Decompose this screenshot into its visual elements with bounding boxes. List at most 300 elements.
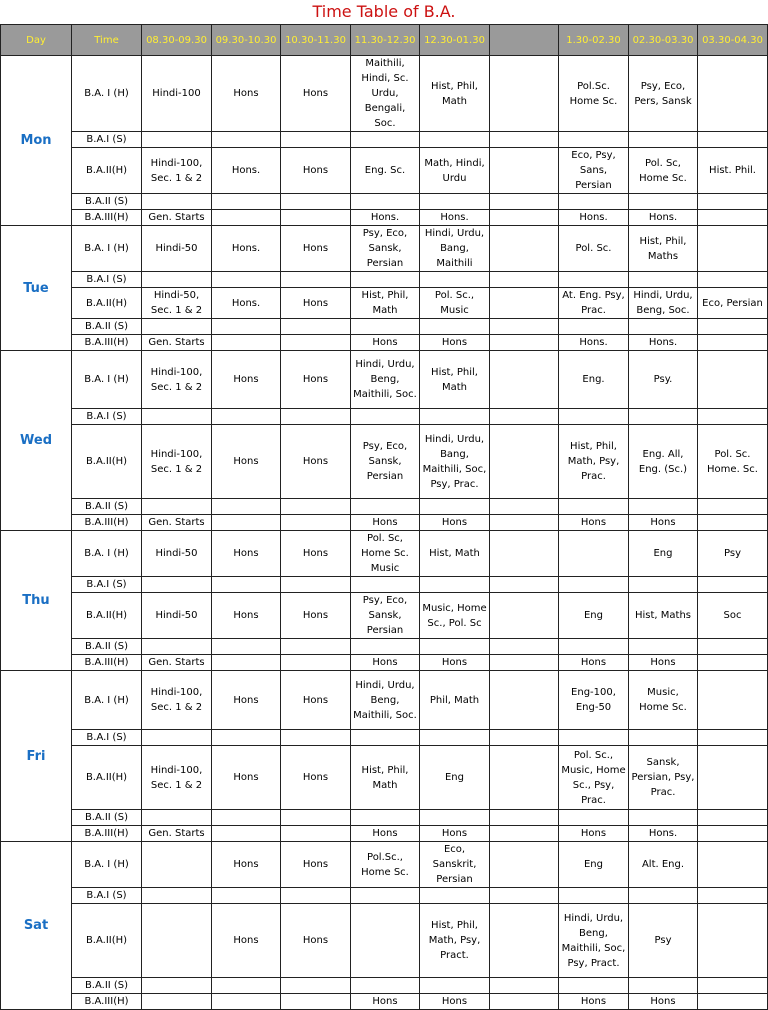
break-cell xyxy=(490,409,559,425)
column-header: 1.30-02.30 xyxy=(559,25,629,56)
class-label: B.A.II(H) xyxy=(72,288,142,319)
subject-cell xyxy=(698,730,768,746)
subject-cell xyxy=(351,639,420,655)
class-label: B.A.II(H) xyxy=(72,425,142,499)
subject-cell: Hindi, Urdu, Beng, Maithili, Soc. xyxy=(351,671,420,730)
class-label: B.A.II (S) xyxy=(72,499,142,515)
subject-cell: Hons xyxy=(420,515,490,531)
break-cell xyxy=(490,531,559,577)
subject-cell xyxy=(212,319,281,335)
subject-cell: Hons xyxy=(212,425,281,499)
table-row xyxy=(1,272,768,288)
subject-cell: Hindi-50 xyxy=(142,531,212,577)
subject-cell xyxy=(142,904,212,978)
subject-cell: At. Eng. Psy, Prac. xyxy=(559,288,629,319)
subject-cell: Hons xyxy=(351,335,420,351)
subject-cell: Hons. xyxy=(629,826,698,842)
subject-cell: Hons xyxy=(281,288,351,319)
break-cell xyxy=(490,499,559,515)
subject-cell xyxy=(212,409,281,425)
subject-cell xyxy=(698,132,768,148)
subject-cell: Hons xyxy=(212,351,281,409)
subject-cell xyxy=(281,888,351,904)
subject-cell xyxy=(629,730,698,746)
subject-cell xyxy=(212,810,281,826)
day-label: Sat xyxy=(1,842,72,1010)
subject-cell: Hons xyxy=(212,593,281,639)
subject-cell: Hist, Phil, Math, Psy, Prac. xyxy=(559,425,629,499)
day-label: Fri xyxy=(1,671,72,842)
subject-cell xyxy=(351,730,420,746)
class-label: B.A.I (S) xyxy=(72,888,142,904)
table-row xyxy=(1,577,768,593)
class-label: B.A.III(H) xyxy=(72,655,142,671)
table-row xyxy=(1,194,768,210)
subject-cell xyxy=(559,132,629,148)
subject-cell: Math, Hindi, Urdu xyxy=(420,148,490,194)
subject-cell xyxy=(212,826,281,842)
subject-cell xyxy=(629,409,698,425)
subject-cell xyxy=(698,351,768,409)
subject-cell: Hons xyxy=(281,593,351,639)
subject-cell: Phil, Math xyxy=(420,671,490,730)
subject-cell xyxy=(559,272,629,288)
subject-cell: Hindi-100, Sec. 1 & 2 xyxy=(142,148,212,194)
subject-cell xyxy=(420,577,490,593)
subject-cell xyxy=(281,272,351,288)
subject-cell xyxy=(212,210,281,226)
class-label: B.A.III(H) xyxy=(72,994,142,1010)
subject-cell: Hons. xyxy=(559,335,629,351)
subject-cell: Hons xyxy=(281,904,351,978)
subject-cell xyxy=(281,655,351,671)
table-row xyxy=(1,351,768,409)
subject-cell xyxy=(698,994,768,1010)
subject-cell: Hons xyxy=(281,226,351,272)
subject-cell xyxy=(559,409,629,425)
subject-cell: Hons xyxy=(212,842,281,888)
subject-cell: Hons. xyxy=(629,210,698,226)
subject-cell: Hindi-50 xyxy=(142,226,212,272)
subject-cell: Eng. xyxy=(559,351,629,409)
subject-cell: Psy xyxy=(698,531,768,577)
subject-cell xyxy=(142,319,212,335)
table-row xyxy=(1,499,768,515)
class-label: B.A.III(H) xyxy=(72,515,142,531)
class-label: B.A.I (S) xyxy=(72,272,142,288)
subject-cell xyxy=(559,577,629,593)
class-label: B.A. I (H) xyxy=(72,351,142,409)
column-header xyxy=(490,25,559,56)
subject-cell xyxy=(629,499,698,515)
table-row xyxy=(1,319,768,335)
subject-cell xyxy=(629,194,698,210)
subject-cell: Pol. Sc. xyxy=(559,226,629,272)
table-row xyxy=(1,288,768,319)
subject-cell xyxy=(629,639,698,655)
subject-cell xyxy=(629,577,698,593)
break-cell xyxy=(490,194,559,210)
subject-cell xyxy=(281,826,351,842)
subject-cell: Hist, Phil, Math xyxy=(351,288,420,319)
subject-cell: Music, Home Sc., Pol. Sc xyxy=(420,593,490,639)
subject-cell: Hindi-100, Sec. 1 & 2 xyxy=(142,746,212,810)
subject-cell: Hons xyxy=(420,655,490,671)
subject-cell xyxy=(420,730,490,746)
break-cell xyxy=(490,288,559,319)
subject-cell xyxy=(559,639,629,655)
subject-cell xyxy=(281,577,351,593)
class-label: B.A.III(H) xyxy=(72,826,142,842)
subject-cell: Hons xyxy=(281,842,351,888)
break-cell xyxy=(490,888,559,904)
subject-cell: Pol. Sc., Music, Home Sc., Psy, Prac. xyxy=(559,746,629,810)
subject-cell xyxy=(351,978,420,994)
subject-cell xyxy=(351,888,420,904)
subject-cell xyxy=(212,272,281,288)
subject-cell: Eng xyxy=(629,531,698,577)
table-row xyxy=(1,730,768,746)
subject-cell: Hist, Phil, Math, Psy, Pract. xyxy=(420,904,490,978)
subject-cell xyxy=(559,499,629,515)
subject-cell: Hindi, Urdu, Bang, Maithili xyxy=(420,226,490,272)
subject-cell xyxy=(559,730,629,746)
table-row xyxy=(1,531,768,577)
class-label: B.A.II(H) xyxy=(72,148,142,194)
subject-cell xyxy=(698,319,768,335)
subject-cell xyxy=(698,671,768,730)
subject-cell: Gen. Starts xyxy=(142,826,212,842)
table-row xyxy=(1,671,768,730)
subject-cell: Hons xyxy=(281,746,351,810)
table-row xyxy=(1,132,768,148)
subject-cell: Hons xyxy=(281,56,351,132)
subject-cell xyxy=(351,904,420,978)
subject-cell xyxy=(698,210,768,226)
subject-cell xyxy=(698,499,768,515)
subject-cell xyxy=(281,499,351,515)
class-label: B.A.III(H) xyxy=(72,210,142,226)
break-cell xyxy=(490,132,559,148)
subject-cell xyxy=(698,226,768,272)
subject-cell: Maithili, Hindi, Sc. Urdu, Bengali, Soc. xyxy=(351,56,420,132)
subject-cell xyxy=(281,978,351,994)
subject-cell xyxy=(212,888,281,904)
subject-cell: Hons xyxy=(351,994,420,1010)
break-cell xyxy=(490,826,559,842)
subject-cell xyxy=(698,335,768,351)
class-label: B.A.II (S) xyxy=(72,978,142,994)
subject-cell: Pol.Sc., Home Sc. xyxy=(351,842,420,888)
subject-cell: Eco, Psy, Sans, Persian xyxy=(559,148,629,194)
subject-cell: Hons xyxy=(212,746,281,810)
subject-cell xyxy=(212,132,281,148)
subject-cell: Pol. Sc, Home Sc. Music xyxy=(351,531,420,577)
subject-cell xyxy=(351,409,420,425)
subject-cell xyxy=(142,639,212,655)
subject-cell xyxy=(142,499,212,515)
break-cell xyxy=(490,425,559,499)
subject-cell xyxy=(351,272,420,288)
subject-cell: Hons. xyxy=(420,210,490,226)
subject-cell: Gen. Starts xyxy=(142,655,212,671)
subject-cell: Eco, Sanskrit, Persian xyxy=(420,842,490,888)
break-cell xyxy=(490,593,559,639)
subject-cell: Pol.Sc. Home Sc. xyxy=(559,56,629,132)
subject-cell: Hons xyxy=(212,531,281,577)
break-cell xyxy=(490,978,559,994)
table-row xyxy=(1,746,768,810)
table-row xyxy=(1,639,768,655)
subject-cell xyxy=(420,978,490,994)
subject-cell: Eng xyxy=(559,593,629,639)
column-header: 02.30-03.30 xyxy=(629,25,698,56)
class-label: B.A. I (H) xyxy=(72,56,142,132)
subject-cell: Hons xyxy=(559,826,629,842)
table-row xyxy=(1,593,768,639)
subject-cell xyxy=(629,132,698,148)
table-row xyxy=(1,888,768,904)
subject-cell: Soc xyxy=(698,593,768,639)
class-label: B.A.II(H) xyxy=(72,904,142,978)
subject-cell: Alt. Eng. xyxy=(629,842,698,888)
subject-cell xyxy=(698,904,768,978)
subject-cell xyxy=(559,888,629,904)
class-label: B.A.II (S) xyxy=(72,810,142,826)
subject-cell: Hons xyxy=(420,335,490,351)
subject-cell xyxy=(698,409,768,425)
table-row xyxy=(1,904,768,978)
table-row xyxy=(1,515,768,531)
break-cell xyxy=(490,210,559,226)
subject-cell xyxy=(420,499,490,515)
subject-cell: Psy, Eco, Sansk, Persian xyxy=(351,425,420,499)
table-row xyxy=(1,148,768,194)
subject-cell xyxy=(698,194,768,210)
subject-cell xyxy=(212,499,281,515)
table-row xyxy=(1,810,768,826)
subject-cell: Hons xyxy=(281,148,351,194)
class-label: B.A. I (H) xyxy=(72,842,142,888)
page-title: Time Table of B.A. xyxy=(312,2,456,21)
subject-cell: Hindi-100, Sec. 1 & 2 xyxy=(142,351,212,409)
subject-cell: Pol. Sc. Home. Sc. xyxy=(698,425,768,499)
subject-cell xyxy=(420,888,490,904)
subject-cell: Hindi, Urdu, Beng, Maithili, Soc. xyxy=(351,351,420,409)
subject-cell: Hons xyxy=(281,351,351,409)
subject-cell xyxy=(281,994,351,1010)
subject-cell: Hons xyxy=(559,655,629,671)
table-row xyxy=(1,842,768,888)
subject-cell: Pol. Sc., Music xyxy=(420,288,490,319)
subject-cell: Hist, Phil, Math xyxy=(420,56,490,132)
subject-cell: Hist, Math xyxy=(420,531,490,577)
subject-cell: Hist, Phil, Math xyxy=(351,746,420,810)
class-label: B.A. I (H) xyxy=(72,226,142,272)
break-cell xyxy=(490,730,559,746)
subject-cell: Eng. All, Eng. (Sc.) xyxy=(629,425,698,499)
subject-cell: Hons xyxy=(212,671,281,730)
subject-cell: Hist, Maths xyxy=(629,593,698,639)
subject-cell xyxy=(420,409,490,425)
class-label: B.A.II (S) xyxy=(72,194,142,210)
table-row xyxy=(1,826,768,842)
subject-cell: Hindi, Urdu, Beng, Maithili, Soc, Psy, Pract. xyxy=(559,904,629,978)
subject-cell xyxy=(212,577,281,593)
header-row xyxy=(1,25,768,56)
column-header: 08.30-09.30 xyxy=(142,25,212,56)
break-cell xyxy=(490,810,559,826)
subject-cell xyxy=(351,194,420,210)
day-label: Wed xyxy=(1,351,72,531)
break-cell xyxy=(490,639,559,655)
subject-cell: Hons. xyxy=(629,335,698,351)
subject-cell: Psy, Eco, Pers, Sansk xyxy=(629,56,698,132)
break-cell xyxy=(490,351,559,409)
subject-cell xyxy=(559,319,629,335)
subject-cell xyxy=(212,194,281,210)
subject-cell xyxy=(142,810,212,826)
subject-cell xyxy=(281,730,351,746)
subject-cell xyxy=(420,319,490,335)
subject-cell xyxy=(281,409,351,425)
subject-cell xyxy=(142,132,212,148)
column-header: Day xyxy=(1,25,72,56)
subject-cell xyxy=(420,194,490,210)
subject-cell xyxy=(281,515,351,531)
subject-cell xyxy=(142,409,212,425)
subject-cell xyxy=(629,888,698,904)
subject-cell: Hindi-50, Sec. 1 & 2 xyxy=(142,288,212,319)
subject-cell xyxy=(142,577,212,593)
subject-cell xyxy=(212,515,281,531)
subject-cell xyxy=(281,319,351,335)
subject-cell: Hons. xyxy=(351,210,420,226)
table-row xyxy=(1,655,768,671)
break-cell xyxy=(490,56,559,132)
column-header: 11.30-12.30 xyxy=(351,25,420,56)
class-label: B.A.I (S) xyxy=(72,577,142,593)
table-row xyxy=(1,994,768,1010)
subject-cell: Gen. Starts xyxy=(142,515,212,531)
table-row xyxy=(1,978,768,994)
subject-cell xyxy=(212,730,281,746)
subject-cell: Hons xyxy=(559,515,629,531)
subject-cell xyxy=(420,132,490,148)
break-cell xyxy=(490,655,559,671)
subject-cell xyxy=(281,335,351,351)
subject-cell xyxy=(629,810,698,826)
subject-cell xyxy=(420,810,490,826)
subject-cell xyxy=(698,655,768,671)
subject-cell: Hist, Phil, Maths xyxy=(629,226,698,272)
subject-cell xyxy=(351,577,420,593)
subject-cell: Gen. Starts xyxy=(142,210,212,226)
subject-cell xyxy=(281,639,351,655)
subject-cell: Hindi-100, Sec. 1 & 2 xyxy=(142,425,212,499)
subject-cell xyxy=(698,978,768,994)
table-row xyxy=(1,425,768,499)
subject-cell: Eng. Sc. xyxy=(351,148,420,194)
subject-cell: Hindi, Urdu, Beng, Soc. xyxy=(629,288,698,319)
subject-cell xyxy=(698,842,768,888)
subject-cell: Eng xyxy=(559,842,629,888)
subject-cell xyxy=(629,319,698,335)
class-label: B.A. I (H) xyxy=(72,531,142,577)
timetable-body xyxy=(1,56,768,1010)
subject-cell xyxy=(142,842,212,888)
subject-cell xyxy=(698,826,768,842)
subject-cell xyxy=(698,888,768,904)
subject-cell: Hons xyxy=(420,826,490,842)
subject-cell: Eng xyxy=(420,746,490,810)
subject-cell: Hons xyxy=(281,531,351,577)
class-label: B.A.II (S) xyxy=(72,319,142,335)
subject-cell xyxy=(281,194,351,210)
subject-cell xyxy=(142,272,212,288)
subject-cell: Eng-100, Eng-50 xyxy=(559,671,629,730)
break-cell xyxy=(490,671,559,730)
class-label: B.A.III(H) xyxy=(72,335,142,351)
break-cell xyxy=(490,746,559,810)
table-row xyxy=(1,226,768,272)
class-label: B.A.II (S) xyxy=(72,639,142,655)
subject-cell: Hons xyxy=(281,425,351,499)
class-label: B.A.I (S) xyxy=(72,730,142,746)
timetable xyxy=(0,24,768,1010)
break-cell xyxy=(490,226,559,272)
table-row xyxy=(1,56,768,132)
subject-cell: Hindi-100 xyxy=(142,56,212,132)
subject-cell: Psy, Eco, Sansk, Persian xyxy=(351,226,420,272)
break-cell xyxy=(490,904,559,978)
subject-cell xyxy=(698,515,768,531)
column-header: 03.30-04.30 xyxy=(698,25,768,56)
table-row xyxy=(1,210,768,226)
subject-cell xyxy=(281,810,351,826)
subject-cell: Hindi, Urdu, Bang, Maithili, Soc, Psy, Prac. xyxy=(420,425,490,499)
subject-cell xyxy=(698,746,768,810)
subject-cell: Hons xyxy=(212,904,281,978)
column-header: 10.30-11.30 xyxy=(281,25,351,56)
subject-cell xyxy=(212,335,281,351)
subject-cell xyxy=(420,639,490,655)
subject-cell xyxy=(351,810,420,826)
subject-cell xyxy=(142,194,212,210)
subject-cell xyxy=(698,272,768,288)
subject-cell: Hons xyxy=(420,994,490,1010)
table-row xyxy=(1,335,768,351)
subject-cell: Hons xyxy=(351,655,420,671)
subject-cell: Hons xyxy=(559,994,629,1010)
subject-cell: Hons xyxy=(629,655,698,671)
class-label: B.A.II(H) xyxy=(72,746,142,810)
column-header: Time xyxy=(72,25,142,56)
subject-cell: Hons xyxy=(281,671,351,730)
subject-cell xyxy=(559,810,629,826)
class-label: B.A.II(H) xyxy=(72,593,142,639)
subject-cell: Hindi-50 xyxy=(142,593,212,639)
subject-cell: Hist. Phil. xyxy=(698,148,768,194)
break-cell xyxy=(490,319,559,335)
subject-cell: Psy. xyxy=(629,351,698,409)
break-cell xyxy=(490,272,559,288)
subject-cell xyxy=(212,639,281,655)
table-row xyxy=(1,409,768,425)
subject-cell xyxy=(212,978,281,994)
subject-cell xyxy=(281,132,351,148)
subject-cell xyxy=(698,577,768,593)
